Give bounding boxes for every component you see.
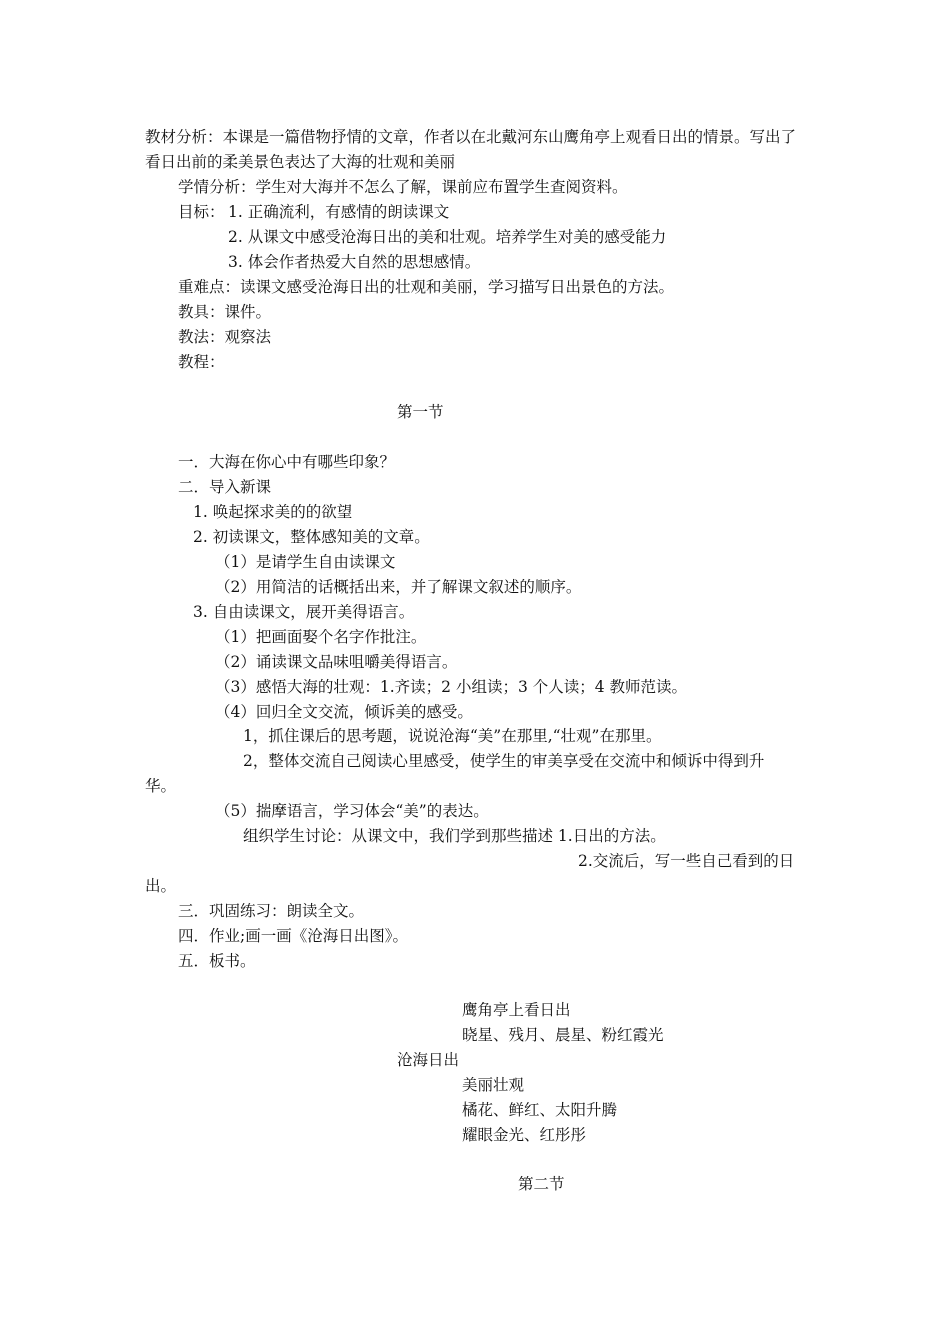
- step-2-3-d-1: 1，抓住课后的思考题，说说沧海“美”在那里,“壮观”在那里。: [243, 727, 662, 745]
- board-line-3: 美丽壮观: [462, 1076, 525, 1094]
- step-2-3-e-2-cont: 出。: [145, 877, 177, 895]
- step-5: 五．板书。: [178, 952, 256, 970]
- board-line-2: 晓星、残月、晨星、粉红霞光: [462, 1026, 664, 1044]
- teaching-process-label: 教程：: [178, 353, 225, 371]
- board-center-title: 沧海日出: [397, 1051, 460, 1069]
- student-analysis: 学情分析：学生对大海并不怎么了解，课前应布置学生查阅资料。: [178, 178, 628, 196]
- goal-3: 3. 体会作者热爱大自然的思想感情。: [228, 253, 481, 271]
- step-3: 三．巩固练习：朗读全文。: [178, 902, 365, 920]
- step-2: 二．导入新课: [178, 478, 272, 496]
- section-2-title: 第二节: [518, 1175, 565, 1193]
- step-2-3: 3. 自由读课文，展开美得语言。: [193, 603, 415, 621]
- step-2-2-b: （2）用简洁的话概括出来，并了解课文叙述的顺序。: [215, 578, 582, 596]
- step-4: 四．作业;画一画《沧海日出图》。: [178, 927, 408, 945]
- textbook-analysis: 教材分析：本课是一篇借物抒情的文章，作者以在北戴河东山鹰角亭上观看日出的情景。写出了看日出前的柔美景色表达了大海的壮观和美丽: [145, 128, 797, 171]
- goal-2: 2. 从课文中感受沧海日出的美和壮观。培养学生对美的感受能力: [228, 228, 667, 246]
- step-2-3-d-2: 2，整体交流自己阅读心里感受，使学生的审美享受在交流中和倾诉中得到升: [243, 752, 765, 770]
- step-2-3-e-1: 组织学生讨论：从课文中，我们学到那些描述 1.日出的方法。: [243, 827, 666, 845]
- step-2-3-c: （3）感悟大海的壮观：1.齐读；2 小组读；3 个人读；4 教师范读。: [215, 678, 688, 696]
- step-2-3-d: （4）回归全文交流，倾诉美的感受。: [215, 703, 473, 721]
- key-difficult-points: 重难点：读课文感受沧海日出的壮观和美丽，学习描写日出景色的方法。: [178, 278, 675, 296]
- board-line-1: 鹰角亭上看日出: [462, 1001, 571, 1019]
- step-2-3-a: （1）把画面娶个名字作批注。: [215, 628, 427, 646]
- section-1-title: 第一节: [397, 403, 444, 421]
- step-2-2-a: （1）是请学生自由读课文: [215, 553, 396, 571]
- goal-label: 目标：: [178, 203, 225, 221]
- teaching-method: 教法：观察法: [178, 328, 272, 346]
- step-2-3-e: （5）揣摩语言，学习体会“美”的表达。: [215, 802, 489, 820]
- step-2-3-b: （2）诵读课文品味咀嚼美得语言。: [215, 653, 458, 671]
- step-2-1: 1. 唤起探求美的的欲望: [193, 503, 353, 521]
- step-2-2: 2. 初读课文，整体感知美的文章。: [193, 528, 430, 546]
- step-1: 一．大海在你心中有哪些印象？: [178, 453, 396, 471]
- step-2-3-e-2: 2.交流后，写一些自己看到的日: [578, 852, 795, 870]
- goal-1: 1. 正确流利，有感情的朗读课文: [228, 203, 450, 221]
- step-2-3-d-2-cont: 华。: [145, 777, 177, 795]
- board-line-5: 耀眼金光、红彤彤: [462, 1126, 587, 1144]
- board-line-4: 橘花、鲜红、太阳升腾: [462, 1101, 618, 1119]
- teaching-tools: 教具：课件。: [178, 303, 272, 321]
